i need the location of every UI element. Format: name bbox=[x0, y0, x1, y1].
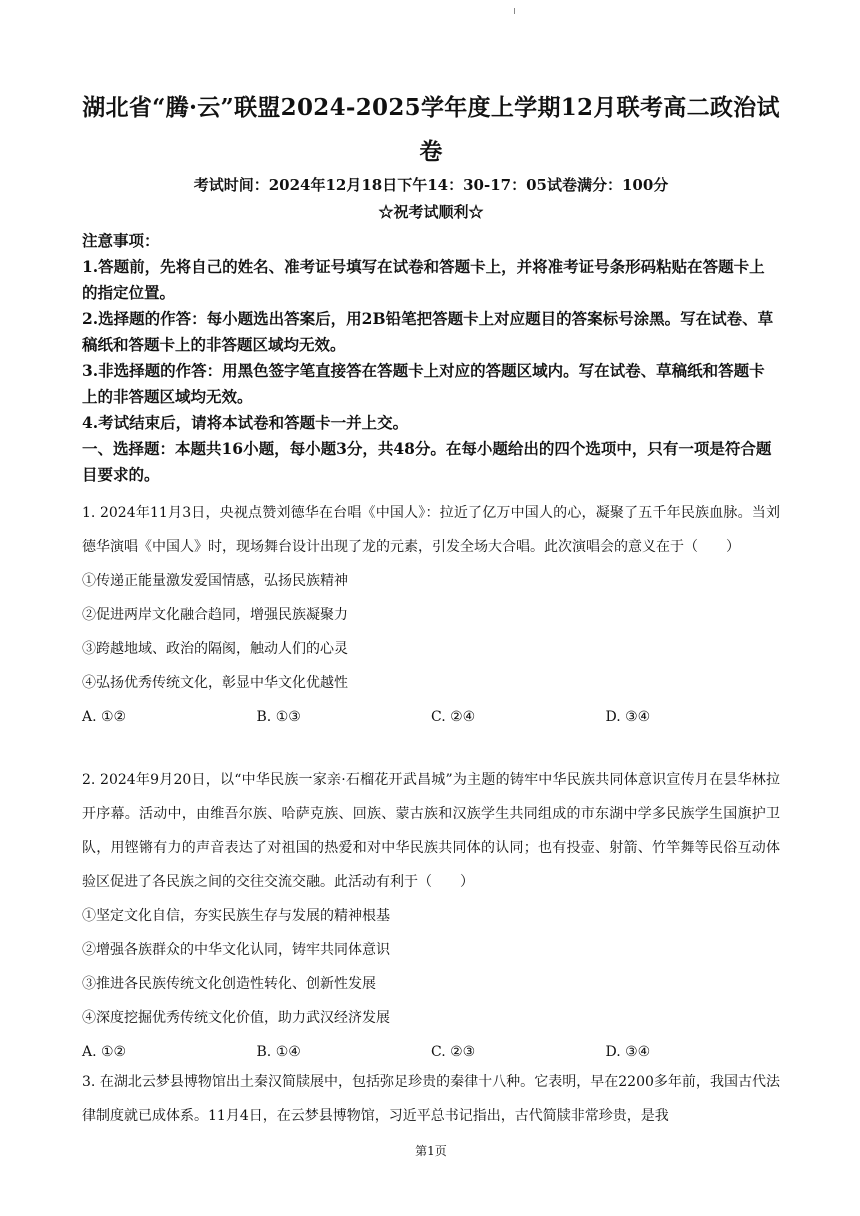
statement: ④弘扬优秀传统文化，彰显中华文化优越性 bbox=[82, 675, 348, 691]
statement: ①坚定文化自信，夯实民族生存与发展的精神根基 bbox=[82, 908, 390, 924]
option-c: C. ②③ bbox=[431, 1044, 476, 1060]
note-item: 3.非选择题的作答：用黑色签字笔直接答在答题卡上对应的答题区域内。写在试卷、草稿纸和答题卡上的非答题区域均无效。 bbox=[82, 361, 765, 406]
option-b: B. ①④ bbox=[256, 1044, 301, 1060]
question-1 bbox=[82, 496, 780, 734]
section-heading: 一、选择题：本题共16小题，每小题3分，共48分。在每小题给出的四个选项中，只有一项是符合题目要求的。 bbox=[82, 439, 772, 484]
exam-wish: ☆祝考试顺利☆ bbox=[378, 203, 484, 221]
question-stem: 3. 在湖北云梦县博物馆出土秦汉简牍展中，包括弥足珍贵的秦律十八种。它表明，早在2200多年前，我国古代法律制度就已成体系。11月4日，在云梦县博物馆，习近平总书记指出，古代简牍非常珍贵，是我 bbox=[82, 1074, 780, 1124]
page-number: 第1页 bbox=[415, 1144, 447, 1158]
statement: ③跨越地域、政治的隔阂，触动人们的心灵 bbox=[82, 641, 348, 657]
options-row bbox=[82, 700, 780, 734]
note-item: 1.答题前，先将自己的姓名、准考证号填写在试卷和答题卡上，并将准考证号条形码粘贴在答题卡上的指定位置。 bbox=[82, 257, 765, 302]
note-item: 2.选择题的作答：每小题选出答案后，用2B铅笔把答题卡上对应题目的答案标号涂黑。写在试卷、草稿纸和答题卡上的非答题区域均无效。 bbox=[82, 309, 774, 354]
document-title: 湖北省“腾·云”联盟2024-2025学年度上学期12月联考高二政治试卷 bbox=[82, 94, 780, 165]
option-a: A. ①② bbox=[82, 1044, 127, 1060]
note-item: 4.考试结束后，请将本试卷和答题卡一并上交。 bbox=[82, 413, 409, 432]
option-c: C. ②④ bbox=[431, 709, 476, 725]
page-tick-mark bbox=[514, 8, 515, 14]
question-3 bbox=[82, 1065, 780, 1133]
document-page bbox=[82, 0, 780, 1216]
option-b: B. ①③ bbox=[256, 709, 301, 725]
statement: ②增强各族群众的中华文化认同，铸牢共同体意识 bbox=[82, 942, 390, 958]
question-stem: 2. 2024年9月20日，以“中华民族一家亲·石榴花开武昌城”为主题的铸牢中华民族共同体意识宣传月在昙华林拉开序幕。活动中，由维吾尔族、哈萨克族、回族、蒙古族和汉族学生共同组成的市东湖中学多民族学生国旗护卫队，用铿锵有力的声音表达了对祖国的热爱和对中华民族共同体的认同；也有投壶、射箭、竹竿舞等民俗互动体验区促进了各民族之间的交往交流交融。此活动有利于（ ） bbox=[82, 772, 780, 890]
option-d: D. ③④ bbox=[605, 1044, 651, 1060]
statement: ④深度挖掘优秀传统文化价值，助力武汉经济发展 bbox=[82, 1010, 390, 1026]
notes-section bbox=[82, 228, 780, 488]
notes-heading: 注意事项： bbox=[82, 231, 160, 250]
statement: ②促进两岸文化融合趋同，增强民族凝聚力 bbox=[82, 607, 348, 623]
statement: ①传递正能量激发爱国情感，弘扬民族精神 bbox=[82, 573, 348, 589]
option-d: D. ③④ bbox=[605, 709, 651, 725]
option-a: A. ①② bbox=[82, 709, 127, 725]
question-2 bbox=[82, 763, 780, 1069]
exam-info: 考试时间：2024年12月18日下午14：30-17：05试卷满分：100分 bbox=[193, 176, 669, 194]
statement: ③推进各民族传统文化创造性转化、创新性发展 bbox=[82, 976, 376, 992]
question-stem: 1. 2024年11月3日，央视点赞刘德华在台唱《中国人》：拉近了亿万中国人的心，凝聚了五千年民族血脉。当刘德华演唱《中国人》时，现场舞台设计出现了龙的元素，引发全场大合唱。此次演唱会的意义在于（ ） bbox=[82, 505, 780, 555]
options-row bbox=[82, 1035, 780, 1069]
